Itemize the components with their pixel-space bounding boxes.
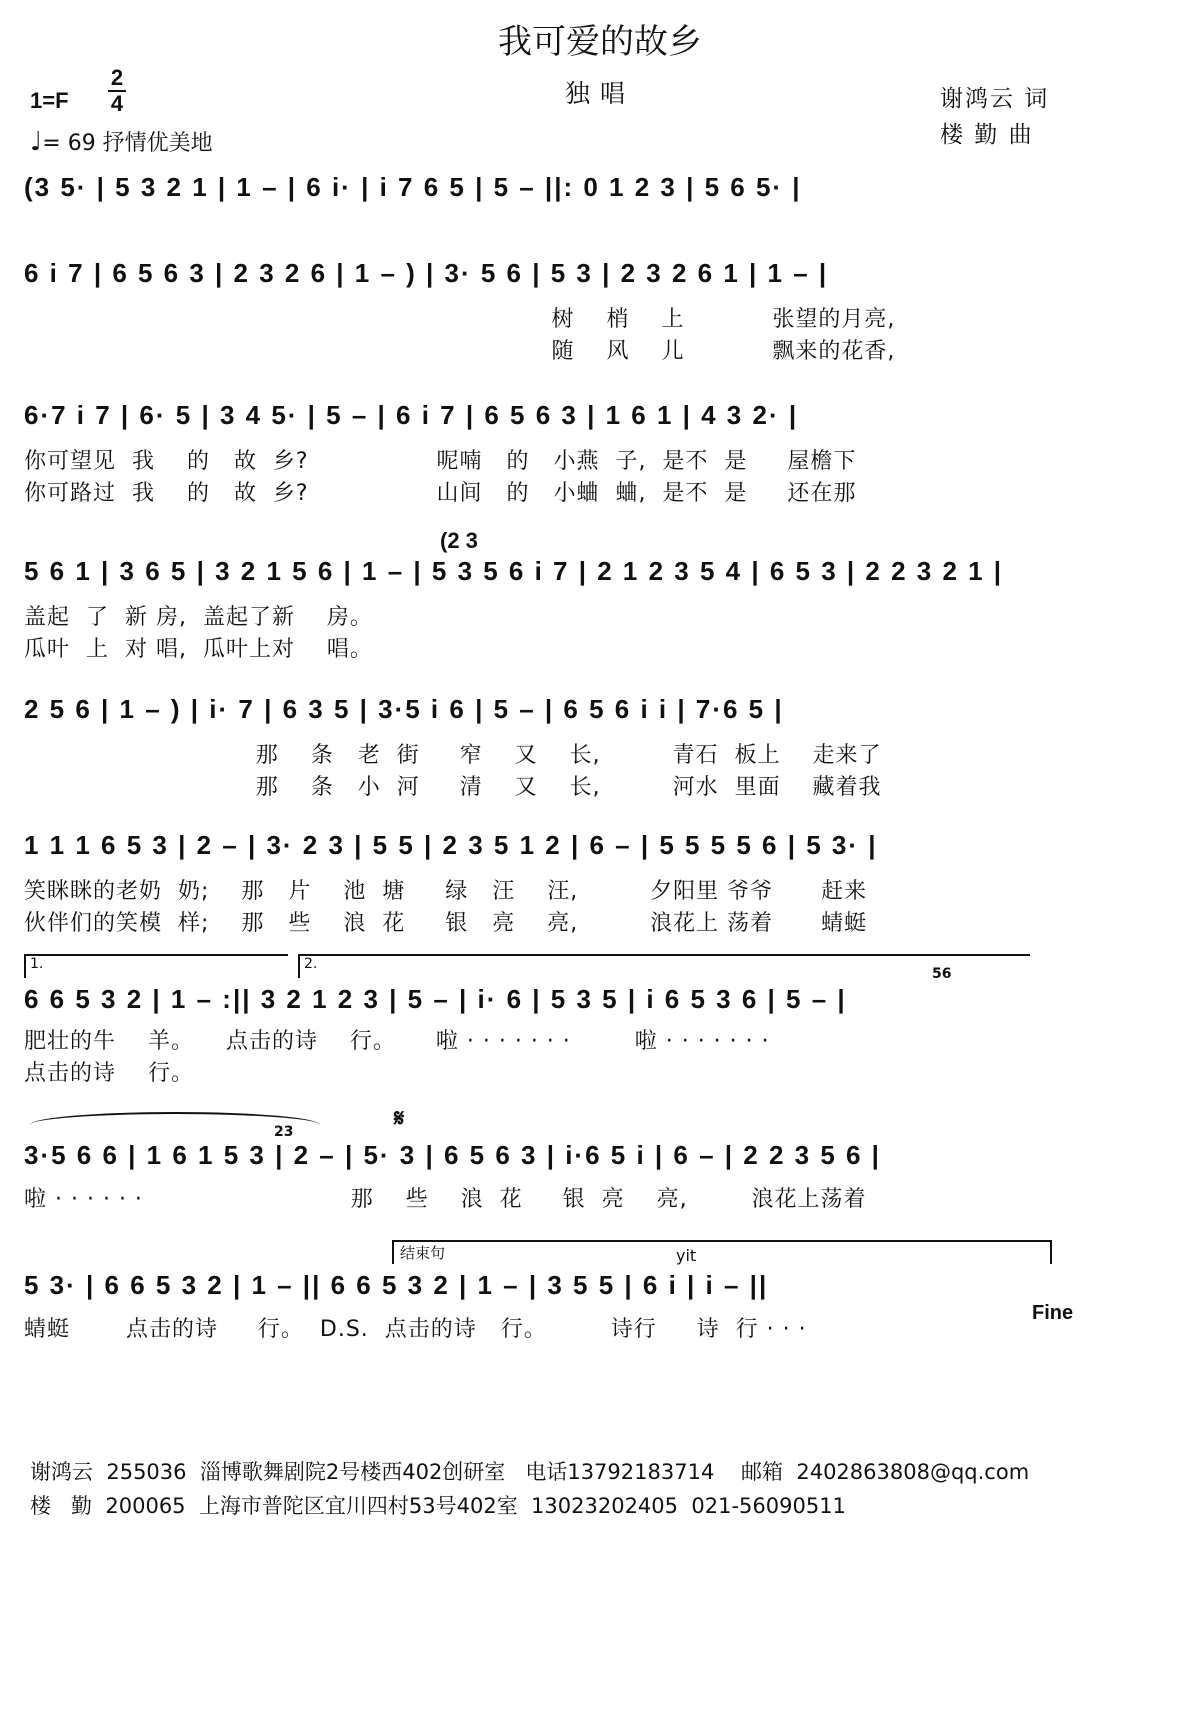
notation-line: 3·5 6 6 | 1 6 1 5 3 | 2 – | 5· 3 | 6 5 6 3 | i·6 5 i | 6 – | 2 2 3 5 6 | [24, 1140, 881, 1170]
notation-line: 6 6 5 3 2 | 1 – :|| 3 2 1 2 3 | 5 – | i· 6 | 5 3 5 | i 6 5 3 6 | 5 – | [24, 984, 847, 1014]
grace-note: 56 [932, 966, 952, 982]
composer: 楼 勤 曲 [940, 122, 1034, 148]
lyrics-verse-1: 那 条 老 街 窄 又 长, 青石 板上 走来了 [24, 743, 882, 768]
lyrics-verse-1: 蜻蜓 点击的诗 行。 D.S. 点击的诗 行。 诗行 诗 行 · · · [24, 1317, 807, 1342]
footer-contact-2: 楼 勤 200065 上海市普陀区宜川四村53号402室 13023202405 021-56090511 [30, 1494, 846, 1518]
time-signature [108, 66, 126, 116]
lyrics-verse-2: 随 风 儿 飘来的花香, [24, 339, 896, 364]
grace-note: 23 [274, 1124, 294, 1140]
quarter-note-icon: ♩ [30, 127, 43, 157]
time-sig-top: 2 [110, 65, 124, 90]
volta-2-bracket: 2. [298, 954, 1030, 978]
lyrics-verse-1: 树 梢 上 张望的月亮, [24, 307, 896, 332]
notation-line: 2 5 6 | 1 – ) | i· 7 | 6 3 5 | 3·5 i 6 | 5 – | 6 5 6 i i | 7·6 5 | [24, 694, 784, 724]
subtitle: 独唱 [564, 79, 635, 108]
notation-line: 5 6 1 | 3 6 5 | 3 2 1 5 6 | 1 – | 5 3 5 6 i 7 | 2 1 2 3 5 4 | 6 5 3 | 2 2 3 2 1 | [24, 556, 1004, 586]
song-title: 我可爱的故乡 [498, 22, 702, 62]
notation-line: 6·7 i 7 | 6· 5 | 3 4 5· | 5 – | 6 i 7 | 6 5 6 3 | 1 6 1 | 4 3 2· | [24, 400, 799, 430]
footer-contact-1: 谢鸿云 255036 淄博歌舞剧院2号楼西402创研室 电话13792183714 邮箱 2402863808@qq.com [30, 1460, 1030, 1484]
lyrics-verse-1: 啦 · · · · · · 那 些 浪 花 银 亮 亮, 浪花上荡着 [24, 1187, 867, 1212]
notation-line: 1 1 1 6 5 3 | 2 – | 3· 2 3 | 5 5 | 2 3 5 1 2 | 6 – | 5 5 5 5 6 | 5 3· | [24, 830, 878, 860]
lyrics-verse-1: 肥壮的牛 羊。 点击的诗 行。 啦 · · · · · · · 啦 · · · · · · · [24, 1029, 770, 1054]
notation-line: (3 5· | 5 3 2 1 | 1 – | 6 i· | i 7 6 5 | 5 – ||: 0 1 2 3 | 5 6 5· | [24, 172, 802, 202]
segno-icon: 𝄋 [394, 1104, 405, 1132]
ending-bracket: 结束句 [392, 1240, 1052, 1264]
lyrics-verse-1: 笑眯眯的老奶 奶; 那 片 池 塘 绿 汪 汪, 夕阳里 爷爷 赶来 [24, 879, 868, 904]
lyrics-verse-2: 点击的诗 行。 [24, 1061, 194, 1086]
lyricist: 谢鸿云 词 [940, 86, 1050, 112]
fine-marking: Fine [1032, 1302, 1074, 1324]
lyrics-verse-2: 瓜叶 上 对 唱, 瓜叶上对 唱。 [24, 637, 373, 662]
time-sig-bottom: 4 [110, 91, 124, 116]
grace-note: (2 3 [440, 528, 478, 553]
lyrics-verse-1: 你可望见 我 的 故 乡? 呢喃 的 小燕 子, 是不 是 屋檐下 [24, 449, 857, 474]
notation-line: 6 i 7 | 6 5 6 3 | 2 3 2 6 | 1 – ) | 3· 5 6 | 5 3 | 2 3 2 6 1 | 1 – | [24, 258, 829, 288]
key-signature: 1=F [30, 88, 69, 113]
lyrics-verse-2: 你可路过 我 的 故 乡? 山间 的 小蛐 蛐, 是不 是 还在那 [24, 481, 857, 506]
lyrics-verse-1: 盖起 了 新 房, 盖起了新 房。 [24, 605, 373, 630]
yit-label: yit [676, 1246, 697, 1265]
lyrics-verse-2: 那 条 小 河 清 又 长, 河水 里面 藏着我 [24, 775, 882, 800]
volta-1-bracket: 1. [24, 954, 288, 978]
notation-line: 5 3· | 6 6 5 3 2 | 1 – || 6 6 5 3 2 | 1 – | 3 5 5 | 6 i | i – || [24, 1270, 769, 1300]
tempo-marking: ♩= 69 抒情优美地 [30, 127, 213, 157]
lyrics-verse-2: 伙伴们的笑模 样; 那 些 浪 花 银 亮 亮, 浪花上 荡着 蜻蜓 [24, 911, 868, 936]
